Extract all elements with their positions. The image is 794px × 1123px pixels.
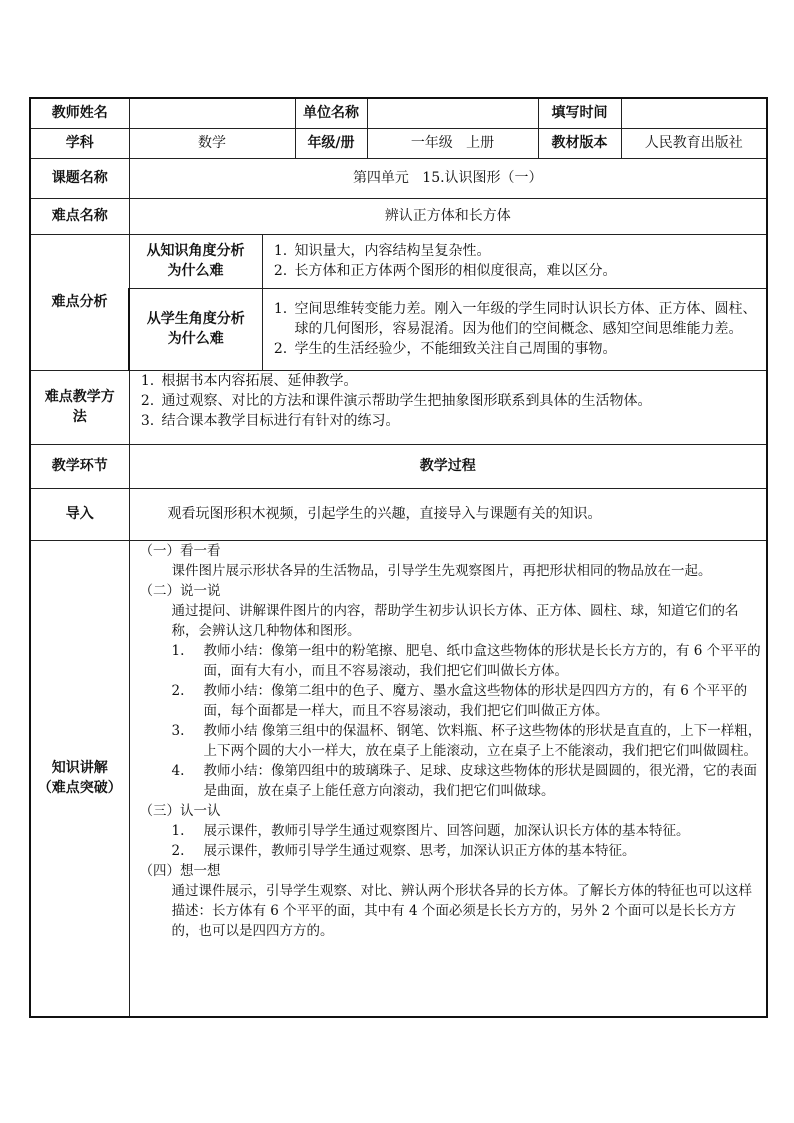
section-list-number: 3. <box>171 722 185 739</box>
method-item <box>134 391 763 411</box>
process-header-row <box>30 444 767 488</box>
teacher-name-label: 教师姓名 <box>30 98 129 128</box>
method-item <box>134 371 763 391</box>
subject-label: 学科 <box>30 128 129 158</box>
section-list-item <box>134 721 763 761</box>
knowledge-angle-label <box>129 234 262 288</box>
analysis-label: 难点分析 <box>30 234 129 370</box>
knowledge-label-line2: （难点突破） <box>37 780 122 797</box>
knowledge-angle-item <box>267 261 763 281</box>
student-angle-item <box>267 339 763 359</box>
grade-label: 年级/册 <box>295 128 367 158</box>
section-list-item <box>134 681 763 721</box>
topic-label: 课题名称 <box>30 158 129 198</box>
subject-row <box>30 128 767 158</box>
section-list-item <box>134 761 763 801</box>
section-list-number: 2. <box>171 682 185 699</box>
section-paragraph: 通过课件展示，引导学生观察、对比、辨认两个形状各异的长方体。了解长方体的特征也可以这样描述：长方体有 6 个平平的面，其中有 4 个面必须是长长方方的，另外 2 个面可以是长长方方的，也可以是四四方方的。 <box>171 882 752 939</box>
topic-value: 第四单元 15.认识图形（一） <box>129 158 767 198</box>
difficulty-label: 难点名称 <box>30 198 129 234</box>
methods-label-line1: 难点教学方 <box>44 389 115 405</box>
lesson-plan-table <box>29 97 768 1018</box>
unit-name-label: 单位名称 <box>295 98 367 128</box>
knowledge-sections <box>134 541 763 941</box>
process-label: 教学过程 <box>129 444 767 488</box>
student-angle-item-number: 1. <box>273 301 288 317</box>
student-angle-content <box>262 288 767 370</box>
student-angle-item-text: 空间思维转变能力差。刚入一年级的学生同时认识长方体、正方体、圆柱、球的几何图形，容易混淆。因为他们的空间概念、感知空间思维能力差。 <box>294 301 757 337</box>
section-title: （二）说一说 <box>139 582 221 599</box>
intro-text: 观看玩图形积木视频，引起学生的兴趣，直接导入与课题有关的知识。 <box>167 506 602 522</box>
knowledge-angle-item-number: 1. <box>273 243 288 259</box>
method-item-text: 根据书本内容拓展、延伸教学。 <box>161 372 358 389</box>
methods-label-line2: 法 <box>72 409 87 425</box>
knowledge-analysis-row <box>30 234 767 288</box>
knowledge-content <box>129 540 767 1017</box>
method-item-number: 1. <box>140 372 155 389</box>
edition-label: 教材版本 <box>538 128 621 158</box>
topic-row <box>30 158 767 198</box>
student-angle-label-line2: 为什么难 <box>167 331 224 347</box>
knowledge-angle-item <box>267 241 763 261</box>
method-item-text: 结合课本教学目标进行有针对的练习。 <box>161 412 400 429</box>
teacher-name-value <box>129 98 295 128</box>
grade-value: 一年级 上册 <box>367 128 538 158</box>
methods-list <box>134 371 763 431</box>
student-analysis-row <box>30 288 767 370</box>
methods-row <box>30 370 767 444</box>
unit-name-value <box>367 98 538 128</box>
section-title: （一）看一看 <box>139 542 221 559</box>
edition-value: 人民教育出版社 <box>621 128 767 158</box>
knowledge-angle-list <box>267 241 763 281</box>
student-angle-label-line1: 从学生角度分析 <box>146 311 245 327</box>
student-angle-label <box>129 288 262 370</box>
section-list-text: 教师小结：像第二组中的色子、魔方、墨水盒这些物体的形状是四四方方的，有 6 个平平的面，每个面都是一样大，而且不容易滚动，我们把它们叫做正方体。 <box>203 682 748 719</box>
knowledge-angle-content <box>262 234 767 288</box>
knowledge-angle-item-text: 知识量大，内容结构呈复杂性。 <box>294 243 491 259</box>
knowledge-label-line1: 知识讲解 <box>51 760 108 777</box>
difficulty-value: 辨认正方体和长方体 <box>129 198 767 234</box>
methods-label <box>30 370 129 444</box>
section-list-item <box>134 821 763 841</box>
student-angle-list <box>267 299 763 359</box>
knowledge-angle-label-line1: 从知识角度分析 <box>146 243 245 259</box>
section-list-number: 1. <box>171 822 185 839</box>
fill-date-label: 填写时间 <box>538 98 621 128</box>
section-title: （四）想一想 <box>139 862 221 879</box>
knowledge-row <box>30 540 767 1017</box>
knowledge-angle-label-line2: 为什么难 <box>167 263 224 279</box>
student-angle-item <box>267 299 763 339</box>
section-list-number: 4. <box>171 762 185 779</box>
header-row <box>30 98 767 128</box>
method-item-number: 2. <box>140 392 155 409</box>
difficulty-row <box>30 198 767 234</box>
knowledge-label <box>30 540 129 1017</box>
intro-label: 导入 <box>30 488 129 540</box>
section-list-item <box>134 641 763 681</box>
intro-content <box>129 488 767 540</box>
section-list-text: 展示课件，教师引导学生通过观察图片、回答问题，加深认识长方体的基本特征。 <box>203 822 690 839</box>
subject-value: 数学 <box>129 128 295 158</box>
section-list-number: 2. <box>171 842 185 859</box>
section-list-text: 教师小结：像第四组中的玻璃珠子、足球、皮球这些物体的形状是圆圆的，很光滑，它的表面是曲面，放在桌子上能任意方向滚动，我们把它们叫做球。 <box>203 762 757 799</box>
method-item <box>134 411 763 431</box>
student-angle-item-text: 学生的生活经验少，不能细致关注自己周围的事物。 <box>294 341 617 357</box>
section-list-number: 1. <box>171 642 185 659</box>
intro-row <box>30 488 767 540</box>
section-list-item <box>134 841 763 861</box>
section-list-text: 展示课件，教师引导学生通过观察、思考，加深认识正方体的基本特征。 <box>203 842 636 859</box>
section-paragraph: 通过提问、讲解课件图片的内容，帮助学生初步认识长方体、正方体、圆柱、球，知道它们的名称，会辨认这几种物体和图形。 <box>171 602 739 639</box>
method-item-number: 3. <box>140 412 155 429</box>
fill-date-value <box>621 98 767 128</box>
knowledge-angle-item-text: 长方体和正方体两个图形的相似度很高，难以区分。 <box>294 263 617 279</box>
section-list-text: 教师小结：像第一组中的粉笔擦、肥皂、纸巾盒这些物体的形状是长长方方的，有 6 个平平的面，面有大有小，而且不容易滚动，我们把它们叫做长方体。 <box>203 642 761 679</box>
section-title: （三）认一认 <box>139 802 221 819</box>
section-paragraph: 课件图片展示形状各异的生活物品，引导学生先观察图片，再把形状相同的物品放在一起。 <box>171 562 712 579</box>
knowledge-angle-item-number: 2. <box>273 263 288 279</box>
method-item-text: 通过观察、对比的方法和课件演示帮助学生把抽象图形联系到具体的生活物体。 <box>161 392 652 409</box>
methods-content <box>129 370 767 444</box>
stage-label: 教学环节 <box>30 444 129 488</box>
student-angle-item-number: 2. <box>273 341 288 357</box>
section-list-text: 教师小结 像第三组中的保温杯、钢笔、饮料瓶、杯子这些物体的形状是直直的，上下一样粗，上下两个圆的大小一样大，放在桌子上能滚动，立在桌子上不能滚动，我们把它们叫做圆柱。 <box>203 722 762 759</box>
